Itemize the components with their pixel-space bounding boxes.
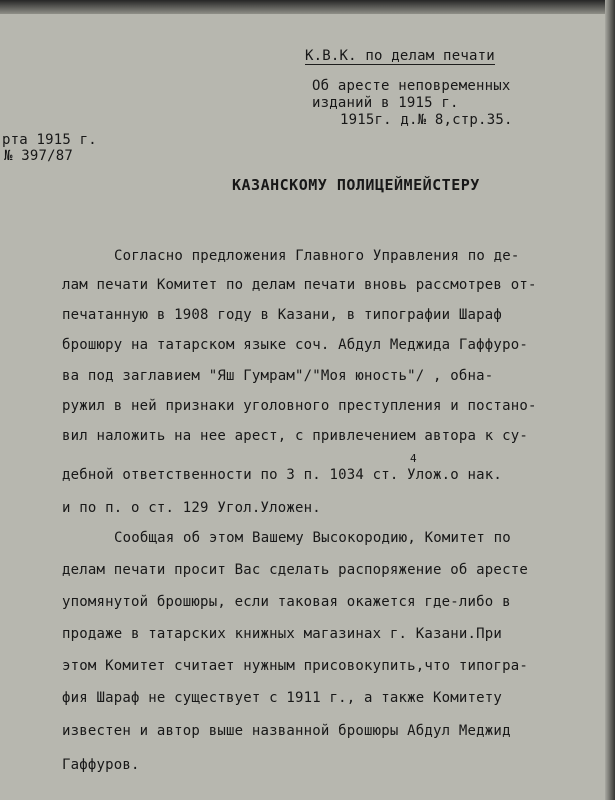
subject-line-1: Об аресте неповременных	[312, 78, 511, 94]
body-line-6: ружил в ней признаки уголовного преступления и постано-	[62, 398, 537, 414]
document-number: № 397/87	[4, 148, 74, 164]
body-line-8: дебной ответственности по 3 п. 1034 ст. Улож.о нак.	[62, 467, 503, 483]
body-line-10: Сообщая об этом Вашему Высокородию, Комитет по	[114, 530, 511, 546]
committee-header: К.В.К. по делам печати	[305, 48, 495, 64]
body-line-13: продаже в татарских книжных магазинах г. Казани.При	[62, 626, 503, 642]
body-line-9: и по п. о ст. 129 Угол.Уложен.	[62, 500, 321, 516]
body-line-12: упомянутой брошюры, если таковая окажется где-либо в	[62, 594, 511, 610]
superscript-mark: 4	[410, 452, 417, 465]
body-line-1: Согласно предложения Главного Управления по де-	[114, 248, 520, 264]
date-fragment: рта 1915 г.	[2, 132, 97, 148]
body-line-4: брошюру на татарском языке соч. Абдул Меджида Гаффуро-	[62, 337, 528, 353]
body-line-15: фия Шараф не существует с 1911 г., а также Комитету	[62, 690, 503, 706]
body-line-5: ва под заглавием "Яш Гумрам"/"Моя юность"/ , обна-	[62, 368, 494, 384]
scan-right-edge	[605, 0, 615, 800]
body-line-7: вил наложить на нее арест, с привлечением автора к су-	[62, 428, 528, 444]
file-reference: 1915г. д.№ 8,стр.35.	[340, 112, 513, 128]
body-line-17: Гаффуров.	[62, 757, 140, 773]
scan-top-edge	[0, 0, 615, 14]
body-line-11: делам печати просит Вас сделать распоряжение об аресте	[62, 562, 528, 578]
body-line-14: этом Комитет считает нужным присовокупить,что типогра-	[62, 658, 528, 674]
body-line-3: печатанную в 1908 году в Казани, в типографии Шараф	[62, 307, 503, 323]
addressee-title: КАЗАНСКОМУ ПОЛИЦЕЙМЕЙСТЕРУ	[232, 176, 480, 194]
body-line-2: лам печати Комитет по делам печати вновь рассмотрев от-	[62, 277, 537, 293]
subject-line-2: изданий в 1915 г.	[312, 95, 459, 111]
body-line-16: известен и автор выше названной брошюры Абдул Меджид	[62, 723, 511, 739]
